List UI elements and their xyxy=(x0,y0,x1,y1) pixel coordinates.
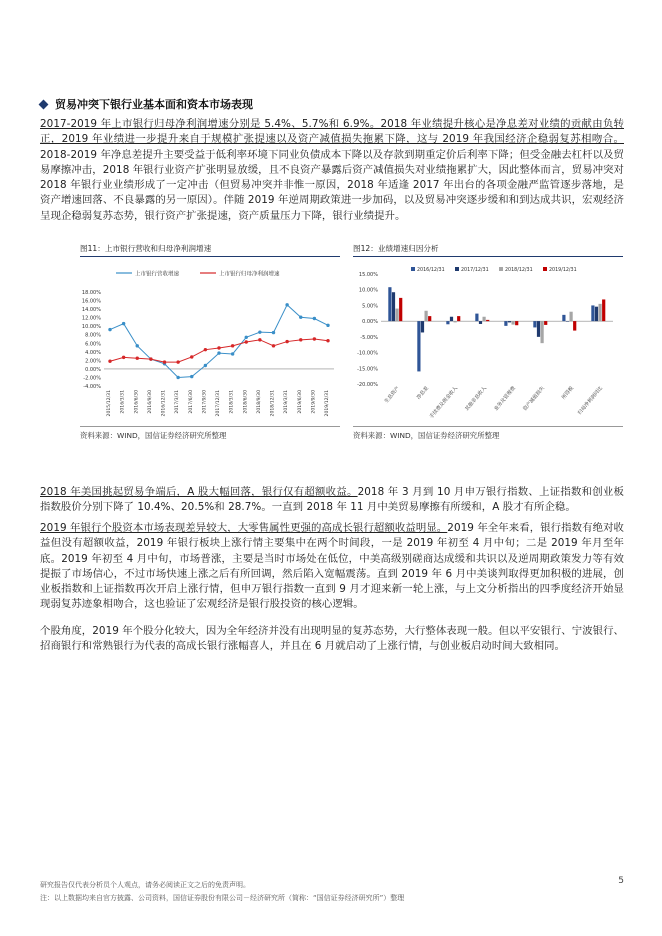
series-1-point-8 xyxy=(217,346,220,349)
bar-0-3 xyxy=(475,314,478,322)
series-1-point-15 xyxy=(313,337,316,340)
y-tick-label-2: 0.00% xyxy=(85,366,101,373)
paragraph-2-body: 2018 年 3 月到 10 月申万银行指数、上证指数和创业板指数股价分别下降了 10.4%、20.5%和 28.7%。一直到 2018 年 11 月中美贸易摩擦有所缓和，A 股才有所企稳。 xyxy=(40,486,624,514)
y-tick-label-11: 18.00% xyxy=(81,290,101,296)
bar-1-5 xyxy=(537,321,540,337)
y-tick-label-1: -15.00% xyxy=(357,366,378,373)
series-1-point-14 xyxy=(299,338,302,341)
x-tick-label-15: 2019/9/30 xyxy=(311,390,317,414)
x-tick-label-4: 业务及管理费 xyxy=(493,385,518,413)
series-1-point-4 xyxy=(163,360,166,363)
x-tick-label-5: 资产减值损失 xyxy=(522,385,547,413)
bar-2-3 xyxy=(483,317,486,321)
paragraph-3-emphasis: 2019 年银行个股资本市场表现差异较大，大零售属性更强的高成长银行超额收益明显。 xyxy=(40,522,448,534)
figure-11-chart xyxy=(76,262,346,432)
y-tick-label-5: 5.00% xyxy=(362,303,378,310)
y-tick-label-4: 0.00% xyxy=(362,319,378,326)
x-tick-label-8: 2017/12/31 xyxy=(216,390,221,417)
x-tick-label-7: 归母净利润同比 xyxy=(576,385,605,417)
figure-12-source: 资料来源：WIND，国信证券经济研究所整理 xyxy=(353,431,500,440)
bar-2-5 xyxy=(541,321,544,343)
series-1-point-5 xyxy=(176,360,179,363)
footer-note: 注：以上数据均来自官方披露、公司资料，国信证券股份有限公司－经济研究所（简称：“国信证券经济研究所”）整理 xyxy=(40,894,405,902)
y-tick-label-7: 10.00% xyxy=(81,324,101,331)
bar-3-5 xyxy=(544,321,547,325)
legend-label-0: 2016/12/31 xyxy=(417,268,445,273)
x-tick-label-6: 所得税 xyxy=(560,385,576,401)
legend-swatch-3 xyxy=(543,267,547,271)
x-tick-label-14: 2019/6/30 xyxy=(297,390,303,414)
series-0-point-13 xyxy=(285,303,288,306)
bar-3-2 xyxy=(457,316,460,321)
y-tick-label-3: -5.00% xyxy=(360,334,378,341)
x-tick-label-2: 2016/6/30 xyxy=(134,390,140,414)
x-tick-label-4: 2016/12/31 xyxy=(161,390,167,417)
series-1-point-10 xyxy=(245,340,248,343)
figure-11-rule xyxy=(80,256,340,257)
legend-label-3: 2019/12/31 xyxy=(549,268,577,273)
bar-1-4 xyxy=(508,321,511,322)
x-tick-label-5: 2017/3/31 xyxy=(175,390,181,414)
x-tick-label-11: 2018/9/30 xyxy=(256,390,262,414)
y-tick-label-3: 2.00% xyxy=(85,358,101,365)
x-tick-label-7: 2017/9/30 xyxy=(202,390,208,414)
legend-swatch-2 xyxy=(499,267,503,271)
paragraph-4 xyxy=(40,624,624,655)
x-tick-label-1: 净息差 xyxy=(415,385,431,401)
y-tick-label-8: 12.00% xyxy=(81,315,101,322)
y-tick-label-4: 4.00% xyxy=(85,349,101,356)
bar-0-0 xyxy=(388,287,391,321)
legend-swatch-0 xyxy=(411,267,415,271)
y-tick-label-7: 15.00% xyxy=(358,272,378,278)
x-tick-label-3: 2016/9/30 xyxy=(147,390,153,414)
figure-12-rule xyxy=(353,256,623,257)
x-tick-label-0: 2015/12/31 xyxy=(107,390,112,417)
y-tick-label-0: -20.00% xyxy=(357,382,378,388)
paragraph-3 xyxy=(40,521,624,613)
series-1-point-9 xyxy=(231,344,234,347)
series-0-point-9 xyxy=(231,352,234,355)
y-tick-label-10: 16.00% xyxy=(81,298,101,305)
bar-1-7 xyxy=(595,307,598,321)
bar-1-2 xyxy=(450,317,453,321)
figure-12-chart xyxy=(351,262,623,432)
figure-11-source: 资料来源：WIND，国信证券经济研究所整理 xyxy=(80,431,227,440)
series-1-point-2 xyxy=(136,357,139,360)
paragraph-2-emphasis: 2018 年美国挑起贸易争端后，A 股大幅回落，银行仅有超额收益。 xyxy=(40,486,358,498)
series-0-point-11 xyxy=(258,330,261,333)
paragraph-2 xyxy=(40,485,624,516)
paragraph-4-body: 个股角度，2019 年个股分化较大，因为全年经济并没有出现明显的复苏态势，大行整体表现一般。但以平安银行、宁波银行、招商银行和常熟银行为代表的高成长银行涨幅喜人，并且在 6 月就启动了上涨行情，与创业板启动时间大致相同。 xyxy=(40,625,624,653)
series-1-point-3 xyxy=(149,357,152,360)
bar-0-2 xyxy=(446,321,449,324)
section-heading xyxy=(40,96,253,112)
series-0-point-15 xyxy=(313,317,316,320)
legend-label-0: 上市银行营收增速 xyxy=(135,271,180,278)
series-0-point-1 xyxy=(122,322,125,325)
bar-2-1 xyxy=(425,311,428,321)
bar-0-7 xyxy=(591,305,594,321)
paragraph-1 xyxy=(40,117,624,224)
page-number: 5 xyxy=(618,876,624,886)
series-0-point-5 xyxy=(176,376,179,379)
bar-3-7 xyxy=(602,299,605,321)
legend-label-2: 2018/12/31 xyxy=(505,268,533,273)
y-tick-label-6: 10.00% xyxy=(358,287,378,294)
x-tick-label-13: 2019/3/31 xyxy=(284,390,290,414)
y-tick-label-9: 14.00% xyxy=(81,307,101,314)
bar-0-1 xyxy=(417,321,420,371)
x-tick-label-9: 2018/3/31 xyxy=(229,390,235,414)
bar-3-0 xyxy=(399,298,402,321)
series-0-point-7 xyxy=(204,364,207,367)
series-0-point-6 xyxy=(190,375,193,378)
figure-12-title: 图12：业绩增速归因分析 xyxy=(353,244,439,253)
bar-1-3 xyxy=(479,321,482,324)
bar-3-1 xyxy=(428,316,431,321)
bar-2-2 xyxy=(454,321,457,322)
series-0-point-2 xyxy=(136,344,139,347)
figure-11-bottom-rule xyxy=(80,426,340,427)
paragraph-1-body: 2018-2019 年净息差提升主要受益于低利率环境下同业负债成本下降以及存款到期重定价后利率下降；但受金融去杠杆以及贸易摩擦冲击，2018 年银行业资产扩张明显放缓，且不良资产暴露后资产减值损失对业绩拖累扩大，因此整体而言，贸易冲突对 2018 年银行业业绩形成了一定冲击（但贸易冲突并非惟一原因，2018 年适逢 2017 年出台的各项金融严监管逐步落地，是资产增速回落、不良暴露的另一原因）。伴随 2019 年逆周期政策进一步加码，以及贸易冲突逐步缓和和到达成共识，宏观经济呈现企稳弱复苏态势，银行资产扩张提速，资产质量压力下降，银行业绩提升。 xyxy=(40,148,624,222)
series-1-point-7 xyxy=(204,348,207,351)
x-tick-label-12: 2018/12/31 xyxy=(270,390,276,417)
bar-0-6 xyxy=(562,315,565,321)
y-tick-label-6: 8.00% xyxy=(85,332,101,339)
series-1-point-0 xyxy=(108,360,111,363)
bar-3-6 xyxy=(573,321,576,330)
series-line-0 xyxy=(110,305,328,378)
series-0-point-16 xyxy=(326,324,329,327)
x-tick-label-10: 2018/6/30 xyxy=(243,390,249,414)
bar-3-4 xyxy=(515,321,518,325)
section-title: 贸易冲突下银行业基本面和资本市场表现 xyxy=(55,98,253,111)
bar-0-5 xyxy=(533,321,536,327)
bar-1-6 xyxy=(566,321,569,322)
bar-2-6 xyxy=(570,312,573,321)
series-0-point-14 xyxy=(299,316,302,319)
legend-swatch-1 xyxy=(455,267,459,271)
bar-2-0 xyxy=(396,309,399,322)
series-1-point-16 xyxy=(326,339,329,342)
bar-1-0 xyxy=(392,292,395,321)
x-tick-label-3: 其他非息收入 xyxy=(464,385,489,413)
footer-disclaimer: 研究报告仅代表分析员个人观点，请务必阅读正文之后的免责声明。 xyxy=(40,881,250,889)
diamond-bullet-icon xyxy=(39,99,49,109)
bar-2-7 xyxy=(599,304,602,321)
legend-label-1: 2017/12/31 xyxy=(461,268,489,273)
x-tick-label-6: 2017/6/30 xyxy=(188,390,194,414)
series-0-point-8 xyxy=(217,351,220,354)
paragraph-1-emphasis: 2017-2019 年上市银行归母净利润增速分别是 5.4%、5.7%和 6.9%。2018 年业绩提升核心是净息差对业绩的贡献由负转正，2019 年业绩进一步提升来自于规模扩张提速以及资产减值损失拖累下降，这与 2019 年我国经济企稳弱复苏相吻合。 xyxy=(40,118,624,146)
series-0-point-0 xyxy=(108,328,111,331)
bar-3-3 xyxy=(486,320,489,321)
series-1-point-1 xyxy=(122,356,125,359)
x-tick-label-2: 手续费及佣金收入 xyxy=(428,385,460,420)
bar-0-4 xyxy=(504,321,507,326)
series-0-point-12 xyxy=(272,331,275,334)
series-0-point-10 xyxy=(245,336,248,339)
x-tick-label-0: 生息资产 xyxy=(383,385,402,405)
series-1-point-6 xyxy=(190,355,193,358)
y-tick-label-0: -4.00% xyxy=(83,384,101,390)
series-1-point-12 xyxy=(272,344,275,347)
figure-11-title: 图11：上市银行营收和归母净利润增速 xyxy=(80,244,212,253)
y-tick-label-5: 6.00% xyxy=(85,341,101,348)
series-1-point-11 xyxy=(258,338,261,341)
paragraph-3-body: 2019 年全年来看，银行指数有绝对收益但没有超额收益，2019 年银行板块上涨行情主要集中在两个时间段，一是 2019 年初至 4 月中旬；二是 2019 年月至年底。2019 年初至 4 月中旬，市场普涨，主要是当时市场处在低位，中美高级别磋商达成缓和共识以及逆周期政策发力等有效提振了市场信心，不过市场快速上涨之后有所回调，然后陷入宽幅震荡。直到 2019 年 6 月中美谈判取得更加积极的进展，创业板指数和上证指数再次开启上涨行情，但申万银行指数一直到 9 月才迎来新一轮上涨，与上文分析指出的四季度经济开始显现弱复苏迹象相吻合，这也验证了宏观经济是银行股投资的核心逻辑。 xyxy=(40,522,625,611)
figure-12-bottom-rule xyxy=(353,426,623,427)
x-tick-label-1: 2016/3/31 xyxy=(120,390,126,414)
bar-2-4 xyxy=(512,321,515,324)
y-tick-label-2: -10.00% xyxy=(357,350,378,357)
x-tick-label-16: 2019/12/31 xyxy=(325,390,330,417)
y-tick-label-1: -2.00% xyxy=(83,375,101,382)
legend-label-1: 上市银行归母净利润增速 xyxy=(219,271,280,278)
bar-1-1 xyxy=(421,321,424,332)
series-1-point-13 xyxy=(285,340,288,343)
